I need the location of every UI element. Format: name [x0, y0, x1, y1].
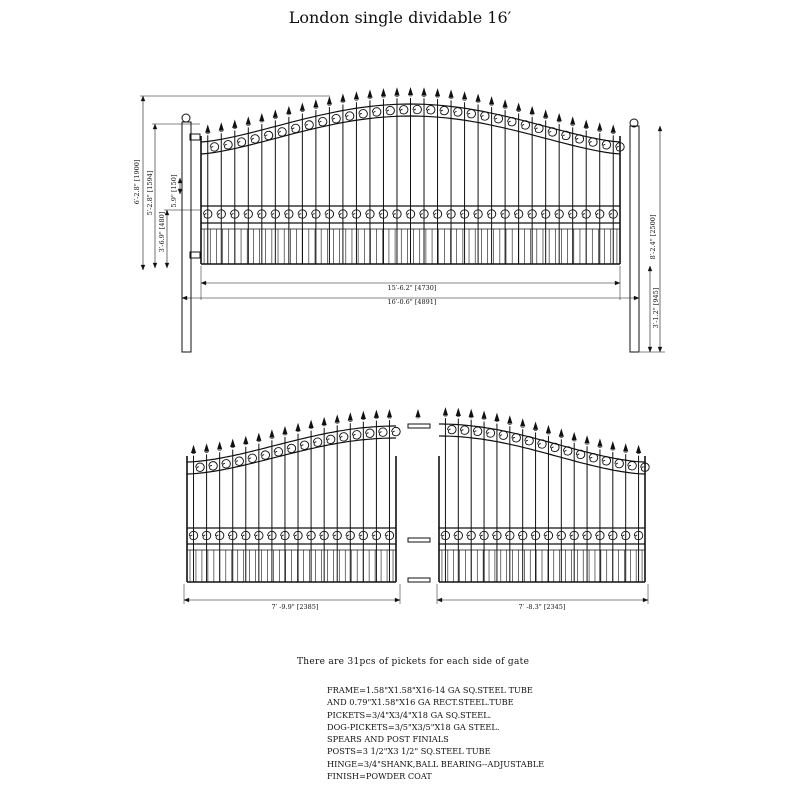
arch-rail: [187, 438, 396, 474]
scroll-ornament: [248, 454, 256, 462]
left-post: [182, 122, 191, 352]
spear-finial: [231, 440, 235, 448]
latch-connector: [408, 424, 430, 428]
scroll-ornament: [512, 434, 520, 442]
scroll-ornament: [340, 433, 348, 441]
spear-finial: [309, 421, 313, 429]
spear-finial: [503, 100, 507, 108]
spear-finial: [260, 114, 264, 122]
spear-finial: [516, 103, 520, 111]
spear-finial: [520, 419, 524, 427]
scroll-ornament: [548, 128, 556, 136]
spear-finial: [443, 408, 447, 416]
scroll-ornament: [413, 105, 421, 113]
spec-list: [327, 684, 544, 782]
gate-elevations: [140, 88, 665, 604]
scroll-ornament: [615, 459, 623, 467]
spear-finial: [449, 90, 453, 98]
scroll-ornament: [300, 441, 308, 449]
scroll-ornament: [274, 448, 282, 456]
dim-left-leaf-width: 7′ -9.9" [2385]: [271, 603, 319, 611]
scroll-ornament: [473, 427, 481, 435]
scroll-ornament: [359, 110, 367, 118]
scroll-ornament: [461, 426, 469, 434]
scroll-ornament: [237, 138, 245, 146]
spear-finial: [543, 110, 547, 118]
spear-finial: [322, 418, 326, 426]
spear-finial: [348, 413, 352, 421]
spear-finial: [233, 121, 237, 129]
dim-side-height: 5′-2.8" [1594]: [146, 170, 154, 216]
spear-finial: [559, 429, 563, 437]
spear-finial: [585, 436, 589, 444]
post-finial: [182, 114, 190, 122]
latch-connector: [408, 538, 430, 542]
dim-right-leaf-width: 7′ -8.3" [2345]: [518, 603, 566, 611]
spear-finial: [476, 95, 480, 103]
spear-finial: [533, 422, 537, 430]
scroll-ornament: [499, 431, 507, 439]
spear-finial: [408, 88, 412, 96]
scroll-ornament: [535, 124, 543, 132]
spear-finial: [435, 89, 439, 97]
scroll-ornament: [222, 460, 230, 468]
scroll-ornament: [291, 124, 299, 132]
scroll-ornament: [454, 108, 462, 116]
spear-finial: [489, 97, 493, 105]
scroll-ornament: [467, 110, 475, 118]
spear-finial: [327, 97, 331, 105]
spear-finial: [283, 427, 287, 435]
spec-frame: FRAME=1.58"X1.58"X16-14 GA SQ.STEEL TUBE: [327, 685, 533, 695]
spear-finial: [495, 414, 499, 422]
spear-finial: [191, 446, 195, 454]
spear-finial: [374, 411, 378, 419]
spec-finish: FINISH=POWDER COAT: [327, 771, 432, 782]
picket-count-note: There are 31pcs of pickets for each side of gate: [297, 657, 530, 667]
spear-finial: [611, 442, 615, 450]
scroll-ornament: [538, 440, 546, 448]
spec-finials: SPEARS AND POST FINIALS: [327, 734, 449, 745]
scroll-ornament: [481, 112, 489, 120]
scroll-ornament: [448, 425, 456, 433]
spear-finial: [584, 121, 588, 129]
scroll-ornament: [318, 117, 326, 125]
scroll-ornament: [278, 128, 286, 136]
scroll-ornament: [564, 447, 572, 455]
dim-overall-height: 6′-2.8" [1900]: [133, 159, 141, 205]
dim-overall-width: 16′-0.6" [4891]: [387, 298, 437, 306]
scroll-ornament: [494, 114, 502, 122]
scroll-ornament: [326, 435, 334, 443]
scroll-ornament: [628, 462, 636, 470]
spear-finial: [623, 444, 627, 452]
spear-finial: [206, 125, 210, 133]
spear-finial: [570, 117, 574, 125]
spear-finial: [246, 117, 250, 125]
scroll-ornament: [209, 462, 217, 470]
spear-finial: [422, 88, 426, 96]
scroll-ornament: [525, 437, 533, 445]
center-spear: [416, 410, 420, 418]
spear-finial: [508, 416, 512, 424]
scroll-ornament: [196, 463, 204, 471]
scroll-ornament: [521, 121, 529, 129]
spear-finial: [204, 444, 208, 452]
spear-finial: [482, 411, 486, 419]
spear-finial: [598, 439, 602, 447]
spear-finial: [368, 90, 372, 98]
spear-finial: [244, 437, 248, 445]
scroll-ornament: [345, 112, 353, 120]
scroll-ornament: [313, 438, 321, 446]
scroll-ornament: [264, 131, 272, 139]
spear-finial: [287, 107, 291, 115]
dim-post-burial: 3′-1.2" [945]: [652, 287, 660, 329]
spear-finial: [257, 434, 261, 442]
scroll-ornament: [575, 135, 583, 143]
spear-finial: [611, 125, 615, 133]
scroll-ornament: [602, 141, 610, 149]
scroll-ornament: [486, 429, 494, 437]
scroll-ornament: [602, 457, 610, 465]
spec-pickets: PICKETS=3/4"X3/4"X18 GA SQ.STEEL.: [327, 709, 492, 720]
spear-finial: [598, 123, 602, 131]
scroll-ornament: [353, 431, 361, 439]
scroll-ornament: [589, 454, 597, 462]
spec-posts: POSTS=3 1/2"X3 1/2" SQ.STEEL TUBE: [327, 746, 491, 757]
spear-finial: [462, 92, 466, 100]
spear-finial: [361, 412, 365, 420]
spear-finial: [300, 103, 304, 111]
spear-finial: [217, 442, 221, 450]
right-post: [630, 126, 639, 352]
arch-rail: [439, 424, 645, 462]
scroll-ornament: [332, 114, 340, 122]
dim-post-height: 8′-2.4" [2500]: [649, 214, 657, 260]
spear-finial: [469, 410, 473, 418]
spear-finial: [381, 89, 385, 97]
drawing-title: London single dividable 16′: [288, 8, 512, 27]
scroll-ornament: [251, 135, 259, 143]
spear-finial: [572, 433, 576, 441]
scroll-ornament: [440, 106, 448, 114]
scroll-ornament: [392, 427, 400, 435]
spear-finial: [530, 107, 534, 115]
scroll-ornament: [305, 121, 313, 129]
spear-finial: [636, 446, 640, 454]
scroll-ornament: [508, 117, 516, 125]
spear-finial: [395, 88, 399, 96]
scroll-ornament: [366, 429, 374, 437]
spear-finial: [456, 409, 460, 417]
spear-finial: [335, 415, 339, 423]
arch-rail: [439, 436, 645, 474]
scroll-ornament: [386, 106, 394, 114]
scroll-ornament: [287, 444, 295, 452]
scroll-ornament: [224, 141, 232, 149]
spear-finial: [219, 123, 223, 131]
dim-bottom-section-height: 3′-6.9" [480]: [158, 211, 166, 253]
spear-finial: [546, 426, 550, 434]
scroll-ornament: [261, 451, 269, 459]
scroll-ornament: [562, 131, 570, 139]
dim-opening-width: 15′-6.2" [4730]: [387, 284, 437, 292]
spear-finial: [273, 110, 277, 118]
scroll-ornament: [589, 138, 597, 146]
spear-finial: [341, 95, 345, 103]
spear-finial: [354, 92, 358, 100]
scroll-ornament: [551, 443, 559, 451]
latch-connector: [408, 578, 430, 582]
scroll-ornament: [400, 106, 408, 114]
scroll-ornament: [235, 457, 243, 465]
scroll-ornament: [379, 428, 387, 436]
spear-finial: [557, 114, 561, 122]
spear-finial: [296, 424, 300, 432]
spec-hinge: HINGE=3/4"SHANK,BALL BEARING--ADJUSTABLE: [327, 758, 545, 769]
scroll-ornament: [576, 450, 584, 458]
dim-spear-height: 5.9" [150]: [170, 174, 178, 208]
scroll-ornament: [210, 143, 218, 151]
scroll-ornament: [427, 106, 435, 114]
spear-finial: [387, 410, 391, 418]
scroll-ornament: [372, 108, 380, 116]
spec-dog-pickets: DOG-PICKETS=3/5"X3/5"X18 GA STEEL.: [327, 721, 500, 732]
spear-finial: [314, 100, 318, 108]
spear-finial: [270, 430, 274, 438]
spec-frame-rect: AND 0.79"X1.58"X16 GA RECT.STEEL.TUBE: [327, 697, 514, 708]
